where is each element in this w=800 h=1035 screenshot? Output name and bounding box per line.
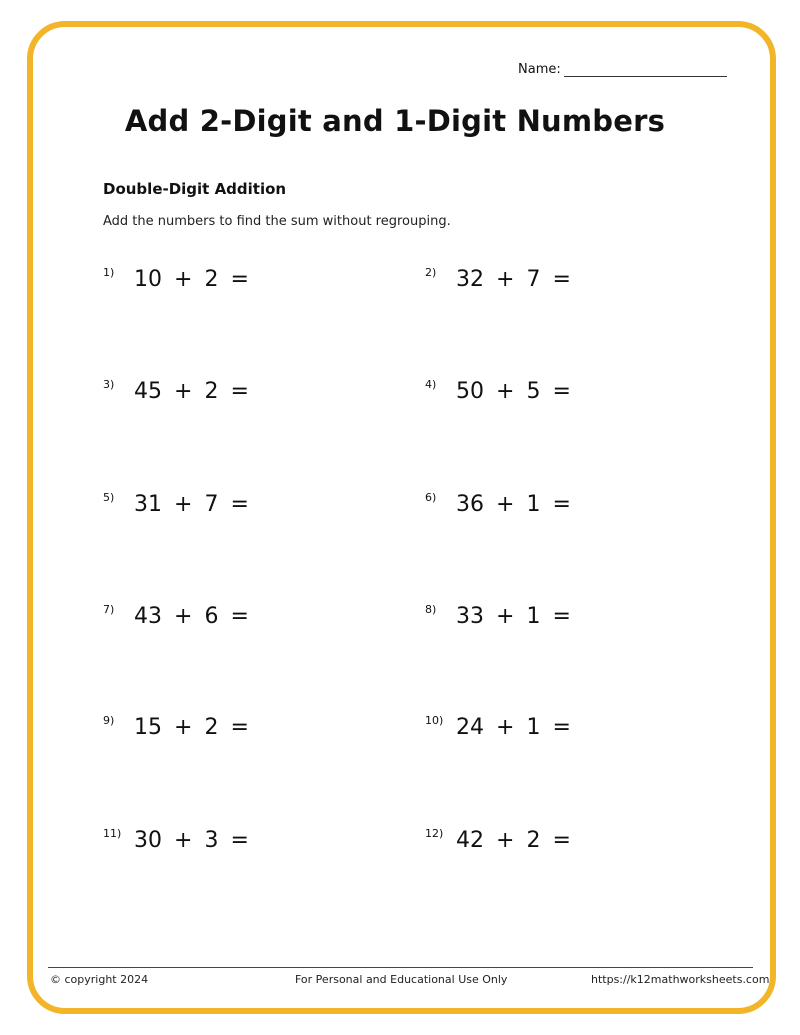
addend-a: 15 xyxy=(134,715,162,740)
footer-copyright: © copyright 2024 xyxy=(50,973,149,986)
problem-number: 3) xyxy=(103,378,115,391)
addend-b: 1 xyxy=(526,715,541,740)
problem-number: 4) xyxy=(425,378,437,391)
problem-number: 7) xyxy=(103,603,115,616)
equals-sign: = xyxy=(552,492,571,517)
problem-number: 9) xyxy=(103,714,115,727)
addend-a: 24 xyxy=(456,715,484,740)
addend-b: 7 xyxy=(526,267,541,292)
addend-b: 7 xyxy=(204,492,219,517)
equals-sign: = xyxy=(230,604,249,629)
addend-a: 10 xyxy=(134,267,162,292)
problem-number: 10) xyxy=(425,714,444,727)
plus-sign: + xyxy=(174,267,193,292)
problem-number: 8) xyxy=(425,603,437,616)
problem-number: 1) xyxy=(103,266,115,279)
problem-number: 6) xyxy=(425,491,437,504)
problem-expression xyxy=(456,715,571,740)
addend-a: 36 xyxy=(456,492,484,517)
plus-sign: + xyxy=(174,828,193,853)
equals-sign: = xyxy=(552,604,571,629)
equals-sign: = xyxy=(230,828,249,853)
plus-sign: + xyxy=(174,492,193,517)
worksheet-border xyxy=(27,21,776,1014)
plus-sign: + xyxy=(496,828,515,853)
plus-sign: + xyxy=(174,715,193,740)
addend-b: 3 xyxy=(204,828,219,853)
addend-a: 45 xyxy=(134,379,162,404)
addend-b: 2 xyxy=(204,379,219,404)
addend-a: 32 xyxy=(456,267,484,292)
plus-sign: + xyxy=(496,267,515,292)
footer-url[interactable]: https://k12mathworksheets.com xyxy=(591,973,770,986)
equals-sign: = xyxy=(230,492,249,517)
problem-expression xyxy=(456,267,571,292)
problem-expression xyxy=(456,492,571,517)
problem-expression xyxy=(456,604,571,629)
problem-expression xyxy=(134,492,249,517)
addend-b: 2 xyxy=(204,267,219,292)
equals-sign: = xyxy=(552,267,571,292)
addend-a: 31 xyxy=(134,492,162,517)
problem-expression xyxy=(456,828,571,853)
plus-sign: + xyxy=(496,715,515,740)
addend-a: 30 xyxy=(134,828,162,853)
plus-sign: + xyxy=(496,492,515,517)
addend-a: 43 xyxy=(134,604,162,629)
addend-a: 50 xyxy=(456,379,484,404)
addend-b: 1 xyxy=(526,604,541,629)
name-line[interactable] xyxy=(564,62,727,77)
plus-sign: + xyxy=(174,379,193,404)
problem-number: 2) xyxy=(425,266,437,279)
problem-expression xyxy=(134,379,249,404)
addend-a: 33 xyxy=(456,604,484,629)
problem-number: 12) xyxy=(425,827,444,840)
instructions-text: Add the numbers to find the sum without regrouping. xyxy=(103,214,451,229)
footer-usage: For Personal and Educational Use Only xyxy=(295,973,508,986)
problem-expression xyxy=(134,715,249,740)
problem-number: 5) xyxy=(103,491,115,504)
equals-sign: = xyxy=(230,379,249,404)
addend-b: 6 xyxy=(204,604,219,629)
name-field xyxy=(518,62,727,77)
addend-b: 5 xyxy=(526,379,541,404)
problem-expression xyxy=(134,604,249,629)
name-label: Name: xyxy=(518,62,561,77)
problem-number: 11) xyxy=(103,827,122,840)
addend-a: 42 xyxy=(456,828,484,853)
equals-sign: = xyxy=(230,715,249,740)
problem-expression xyxy=(134,828,249,853)
equals-sign: = xyxy=(552,715,571,740)
footer-divider xyxy=(48,967,753,968)
addend-b: 1 xyxy=(526,492,541,517)
equals-sign: = xyxy=(552,379,571,404)
equals-sign: = xyxy=(230,267,249,292)
problem-expression xyxy=(134,267,249,292)
plus-sign: + xyxy=(174,604,193,629)
problem-expression xyxy=(456,379,571,404)
addend-b: 2 xyxy=(526,828,541,853)
equals-sign: = xyxy=(552,828,571,853)
addend-b: 2 xyxy=(204,715,219,740)
section-subtitle: Double-Digit Addition xyxy=(103,180,287,198)
plus-sign: + xyxy=(496,604,515,629)
page-title: Add 2-Digit and 1-Digit Numbers xyxy=(124,104,666,138)
plus-sign: + xyxy=(496,379,515,404)
